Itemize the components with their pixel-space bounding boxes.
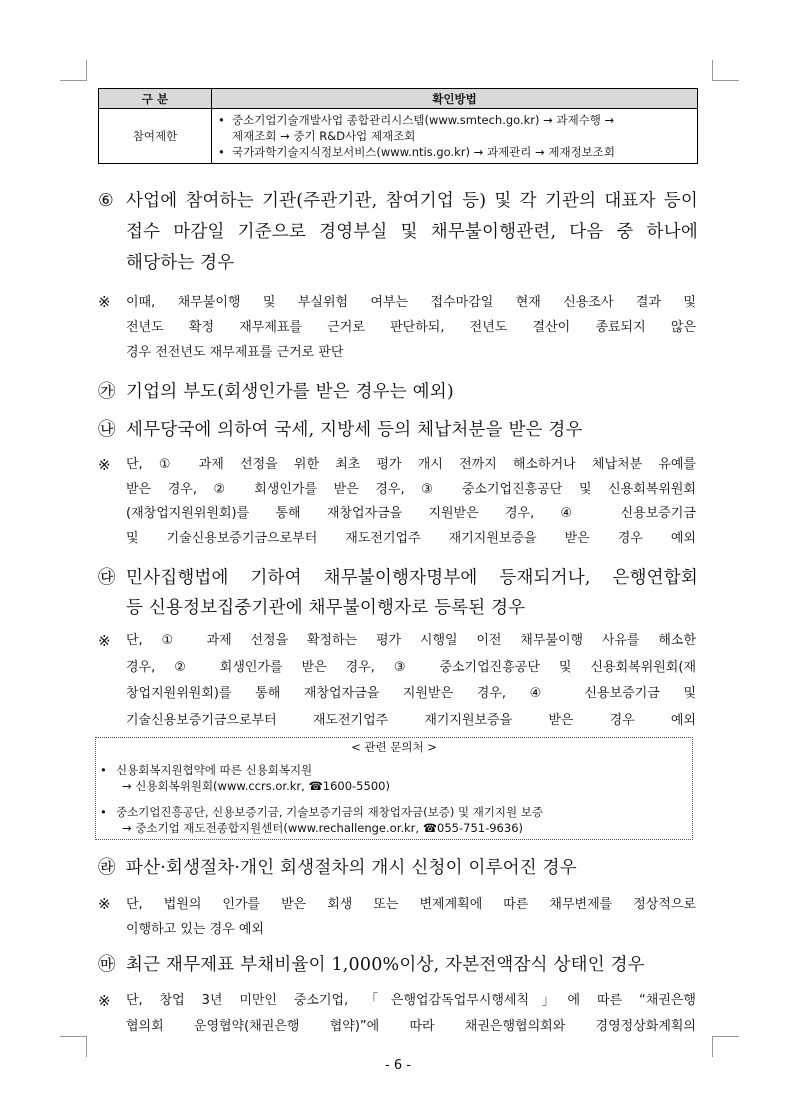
note-1: ※ 이때, 채무불이행 및 부실위험 여부는 접수마감일 현재 신용조사 결과 및 전년도 확정 재무제표를 근거로 판단하되, 전년도 결산이 종료되지 않은 경우 전전년도 재무제표를 근거로 판단: [98, 290, 696, 365]
item-marker: ㉱: [98, 858, 116, 878]
item-na: ㉯ 세무당국에 의하여 국세, 지방세 등의 체납처분을 받은 경우: [98, 415, 698, 445]
table-header-row: [99, 89, 698, 109]
item-marker: ㉰: [98, 568, 116, 588]
item-da: ㉰ 민사집행법에 기하여 채무불이행자명부에 등재되거나, 은행연합회 등 신용정보집중기관에 채무불이행자로 등록된 경우: [98, 563, 698, 623]
table-row-label: 참여제한: [99, 109, 212, 164]
note-marker: ※: [98, 895, 111, 913]
note-5: ※ 단, 창업 3년 미만인 중소기업, 「은행업감독업무시행세칙」에 따른 “채권은행 협의회 운영협약(채권은행 협약)”에 따라 채권은행협의회와 경영정상화계획의: [98, 988, 696, 1040]
inquiry-box: [95, 737, 693, 840]
section-6: ⑥ 사업에 참여하는 기관(주관기관, 참여기업 등) 및 각 기관의 대표자 등이 접수 마감일 기준으로 경영부실 및 채무불이행관련, 다음 중 하나에 해당하는 경우: [98, 186, 698, 279]
item-ma: ㉲ 최근 재무제표 부채비율이 1,000%이상, 자본전액잠식 상태인 경우: [98, 950, 698, 980]
note-marker: ※: [98, 992, 111, 1010]
item-ga: ㉮ 기업의 부도(회생인가를 받은 경우는 예외): [98, 377, 698, 407]
list-item-sub: → 중소기업 재도전종합지원센터(www.rechallenge.or.kr, ☎055-751-9636): [122, 821, 523, 835]
list-item-continuation: 제재조회 → 중기 R&D사업 제재조회: [232, 129, 416, 143]
note-4: ※ 단, 법원의 인가를 받은 회생 또는 변제계획에 따른 채무변제를 정상적으로 이행하고 있는 경우 예외: [98, 892, 696, 942]
table-row-methods: [212, 109, 698, 164]
crop-mark-bottom-left: [60, 1036, 87, 1057]
note-marker: ※: [98, 632, 111, 650]
table-row: [99, 109, 698, 164]
inquiry-title: < 관련 문의처 >: [351, 740, 437, 754]
verification-table: [98, 88, 698, 164]
page-number: - 6 -: [385, 1058, 411, 1073]
list-item: • 국가과학기술지식정보서비스(www.ntis.go.kr) → 과제관리 → 제재정보조회: [218, 145, 616, 159]
table-header-method: 확인방법: [212, 89, 698, 109]
table-header-category: 구 분: [99, 89, 212, 109]
item-ra: ㉱ 파산·회생절차·개인 회생절차의 개시 신청이 이루어진 경우: [98, 853, 698, 883]
item-marker: ㉯: [98, 420, 116, 440]
item-marker: ㉮: [98, 382, 116, 402]
list-item: • 신용회복지원협약에 따른 신용회복지원: [100, 763, 313, 777]
list-item-sub: → 신용회복위원회(www.ccrs.or.kr, ☎1600-5500): [122, 779, 390, 793]
list-item: • 중소기업진흥공단, 신용보증기금, 기술보증기금의 재창업자금(보증) 및 재기지원 보증: [100, 805, 544, 819]
note-marker: ※: [98, 456, 111, 474]
crop-mark-top-left: [60, 60, 87, 81]
list-item: • 중소기업기술개발사업 종합관리시스템(www.smtech.go.kr) → 과제수행 →: [218, 113, 615, 127]
note-marker: ※: [98, 293, 111, 311]
crop-mark-top-right: [712, 60, 739, 81]
section-marker: ⑥: [98, 191, 114, 211]
crop-mark-bottom-right: [712, 1036, 739, 1057]
note-2: ※ 단, ① 과제 선정을 위한 최초 평가 개시 전까지 해소하거나 체납처분 유예를 받은 경우, ② 회생인가를 받은 경우, ③ 중소기업진흥공단 및 신용회복위원회 (재창업지원위원회)를 통해 재창업자금을 지원받은 경우, ④ 신용보증기금 및 기술신용보증기금으로부터 재도전기업주 재기지원보증을 받은 경우 예외: [98, 453, 696, 551]
note-3: ※ 단, ① 과제 선정을 확정하는 평가 시행일 이전 채무불이행 사유를 해소한 경우, ② 회생인가를 받은 경우, ③ 중소기업진흥공단 및 신용회복위원회(재 창업지원위원회)를 통해 재창업자금을 지원받은 경우, ④ 신용보증기금 및 기술신용보증기금으로부터 재도전기업주 재기지원보증을 받은 경우 예외: [98, 628, 696, 734]
item-marker: ㉲: [98, 955, 116, 975]
